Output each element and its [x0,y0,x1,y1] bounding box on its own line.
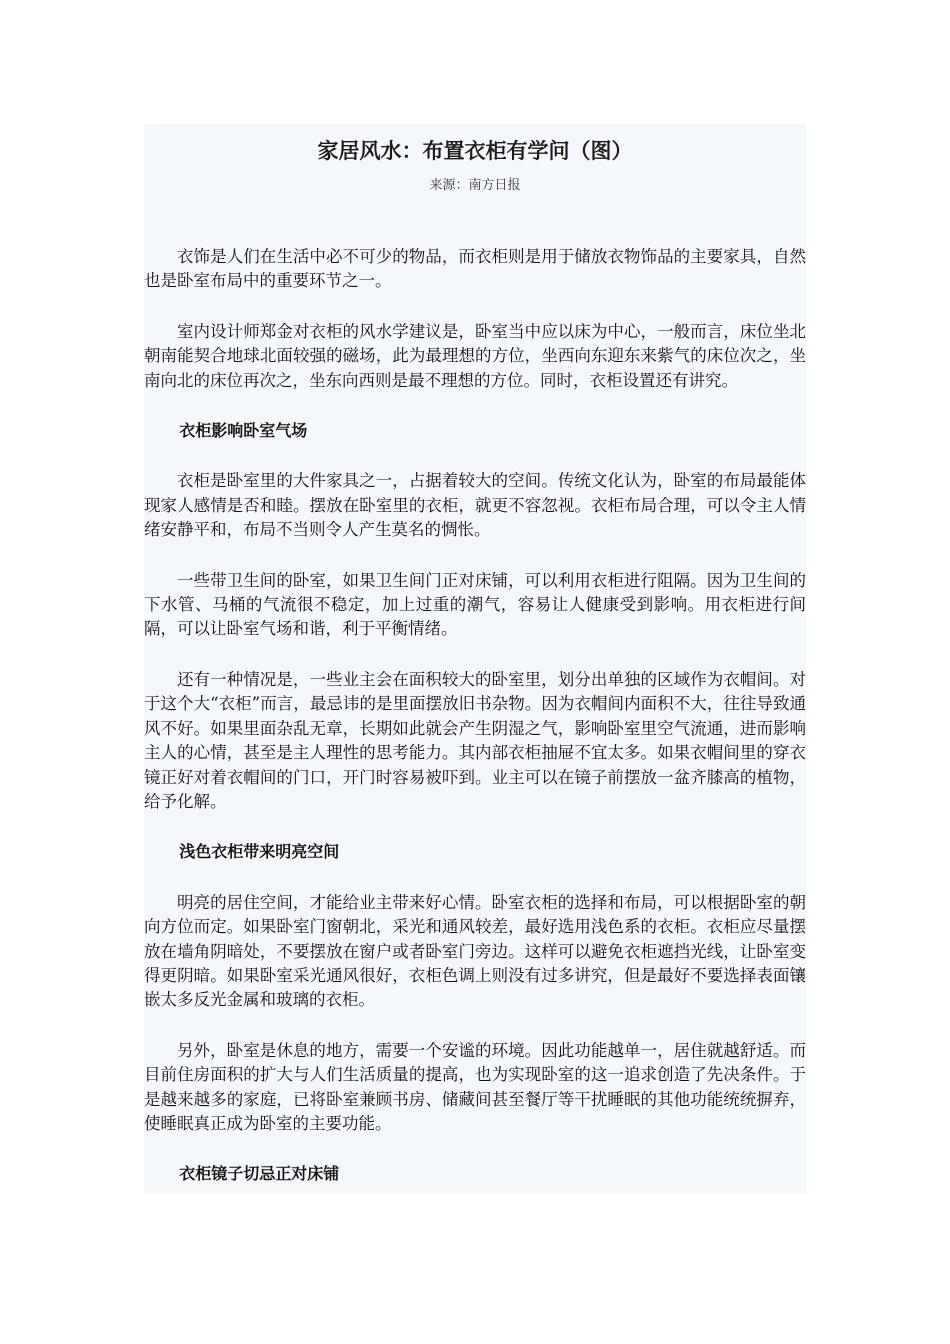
paragraph: 衣饰是人们在生活中必不可少的物品，而衣柜则是用于储放衣物饰品的主要家具，自然也是卧室布局中的重要环节之一。 [144,247,806,291]
paragraph: 衣柜是卧室里的大件家具之一，占据着较大的空间。传统文化认为，卧室的布局最能体现家人感情是否和睦。摆放在卧室里的衣柜，就更不容忽视。衣柜布局合理，可以令主人情绪安静平和，布局不当则令人产生莫名的惆怅。 [144,471,806,540]
paragraph: 一些带卫生间的卧室，如果卫生间门正对床铺，可以利用衣柜进行阻隔。因为卫生间的下水管、马桶的气流很不稳定，加上过重的潮气，容易让人健康受到影响。用衣柜进行间隔，可以让卧室气场和谐，利于平衡情绪。 [144,570,806,639]
paragraph: 另外，卧室是休息的地方，需要一个安谧的环境。因此功能越单一，居住就越舒适。而目前住房面积的扩大与人们生活质量的提高，也为实现卧室的这一追求创造了先决条件。于是越来越多的家庭，已将卧室兼顾书房、储藏间甚至餐厅等干扰睡眠的其他功能统统摒弃，使睡眠真正成为卧室的主要功能。 [144,1040,806,1133]
article-source: 来源：南方日报 [429,178,521,193]
paragraph: 还有一种情况是，一些业主会在面积较大的卧室里，划分出单独的区域作为衣帽间。对于这个大“衣柜”而言，最忌讳的是里面摆放旧书杂物。因为衣帽间内面积不大，往往导致通风不好。如果里面杂乱无章，长期如此就会产生阴湿之气，影响卧室里空气流通，进而影响主人的心情，甚至是主人理性的思考能力。其内部衣柜抽屉不宜太多。如果衣帽间里的穿衣镜正好对着衣帽间的门口，开门时容易被吓到。业主可以在镜子前摆放一盆齐膝高的植物，给予化解。 [144,669,806,811]
section-heading: 衣柜影响卧室气场 [179,421,308,441]
section-heading: 浅色衣柜带来明亮空间 [179,842,340,862]
article-title: 家居风水：布置衣柜有学问（图） [317,139,633,163]
paragraph: 室内设计师郑金对衣柜的风水学建议是，卧室当中应以床为中心，一般而言，床位坐北朝南能契合地球北面较强的磁场，此为最理想的方位，坐西向东迎东来紫气的床位次之，坐南向北的床位再次之，坐东向西则是最不理想的方位。同时，衣柜设置还有讲究。 [144,321,806,390]
article-panel [144,124,806,1194]
section-heading: 衣柜镜子切忌正对床铺 [179,1164,340,1184]
paragraph: 明亮的居住空间，才能给业主带来好心情。卧室衣柜的选择和布局，可以根据卧室的朝向方位而定。如果卧室门窗朝北，采光和通风较差，最好选用浅色系的衣柜。衣柜应尽量摆放在墙角阴暗处，不要摆放在窗户或者卧室门旁边。这样可以避免衣柜遮挡光线，让卧室变得更阴暗。如果卧室采光通风很好，衣柜色调上则没有过多讲究，但是最好不要选择表面镶嵌太多反光金属和玻璃的衣柜。 [144,892,806,1010]
article-body [144,245,806,1213]
